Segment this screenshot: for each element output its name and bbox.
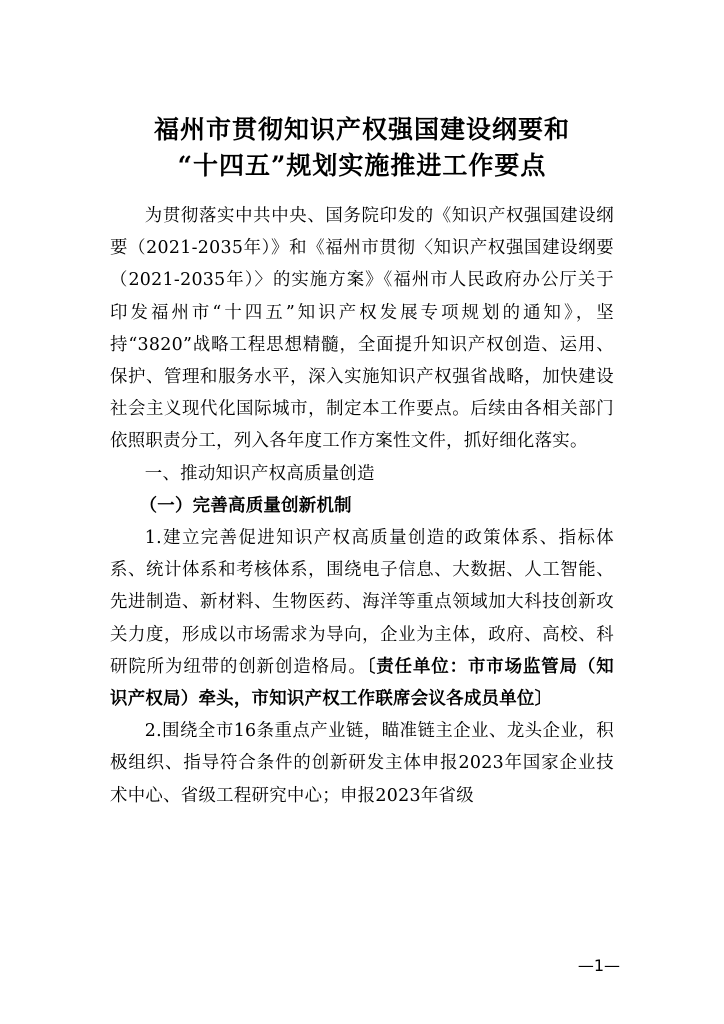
item-2-paragraph: 2.围绕全市16条重点产业链，瞄准链主企业、龙头企业，积极组织、指导符合条件的创新研发主体申报2023年国家企业技术中心、省级工程研究中心；申报2023年省级 xyxy=(110,721,614,806)
item-1-paragraph xyxy=(110,522,614,715)
item-1-responsibility: 〔责任单位：市市场监管局（知识产权局）牵头，市知识产权工作联席会议各成员单位〕 xyxy=(110,656,614,710)
document-body xyxy=(110,200,614,812)
section-1-heading: 一、推动知识产权高质量创造 xyxy=(144,463,375,484)
intro-paragraph: 为贯彻落实中共中央、国务院印发的《知识产权强国建设纲要（2021-2035年）》和《福州市贯彻〈知识产权强国建设纲要（2021-2035年）〉的实施方案》《福州市人民政府办公厅关于印发福州市“十四五”知识产权发展专项规划的通知》，坚持“3820”战略工程思想精髓，全面提升知识产权创造、运用、保护、管理和服务水平，深入实施知识产权强省战略，加快建设社会主义现代化国际城市，制定本工作要点。后续由各相关部门依照职责分工，列入各年度工作方案性文件，抓好细化落实。 xyxy=(110,206,614,452)
subsection-1-heading: （一）完善高质量创新机制 xyxy=(139,495,352,516)
title-line-2: “十四五”规划实施推进工作要点 xyxy=(177,151,547,180)
item-1-text: 1.建立完善促进知识产权高质量创造的政策体系、指标体系、统计体系和考核体系，围绕电子信息、大数据、人工智能、先进制造、新材料、生物医药、海洋等重点领域加大科技创新攻关力度，形成以市场需求为导向，企业为主体，政府、高校、科研院所为纽带的创新创造格局。 xyxy=(110,528,614,677)
document-title xyxy=(100,112,624,184)
title-line-1: 福州市贯彻知识产权强国建设纲要和 xyxy=(153,115,570,144)
page-number: —1— xyxy=(577,956,620,975)
